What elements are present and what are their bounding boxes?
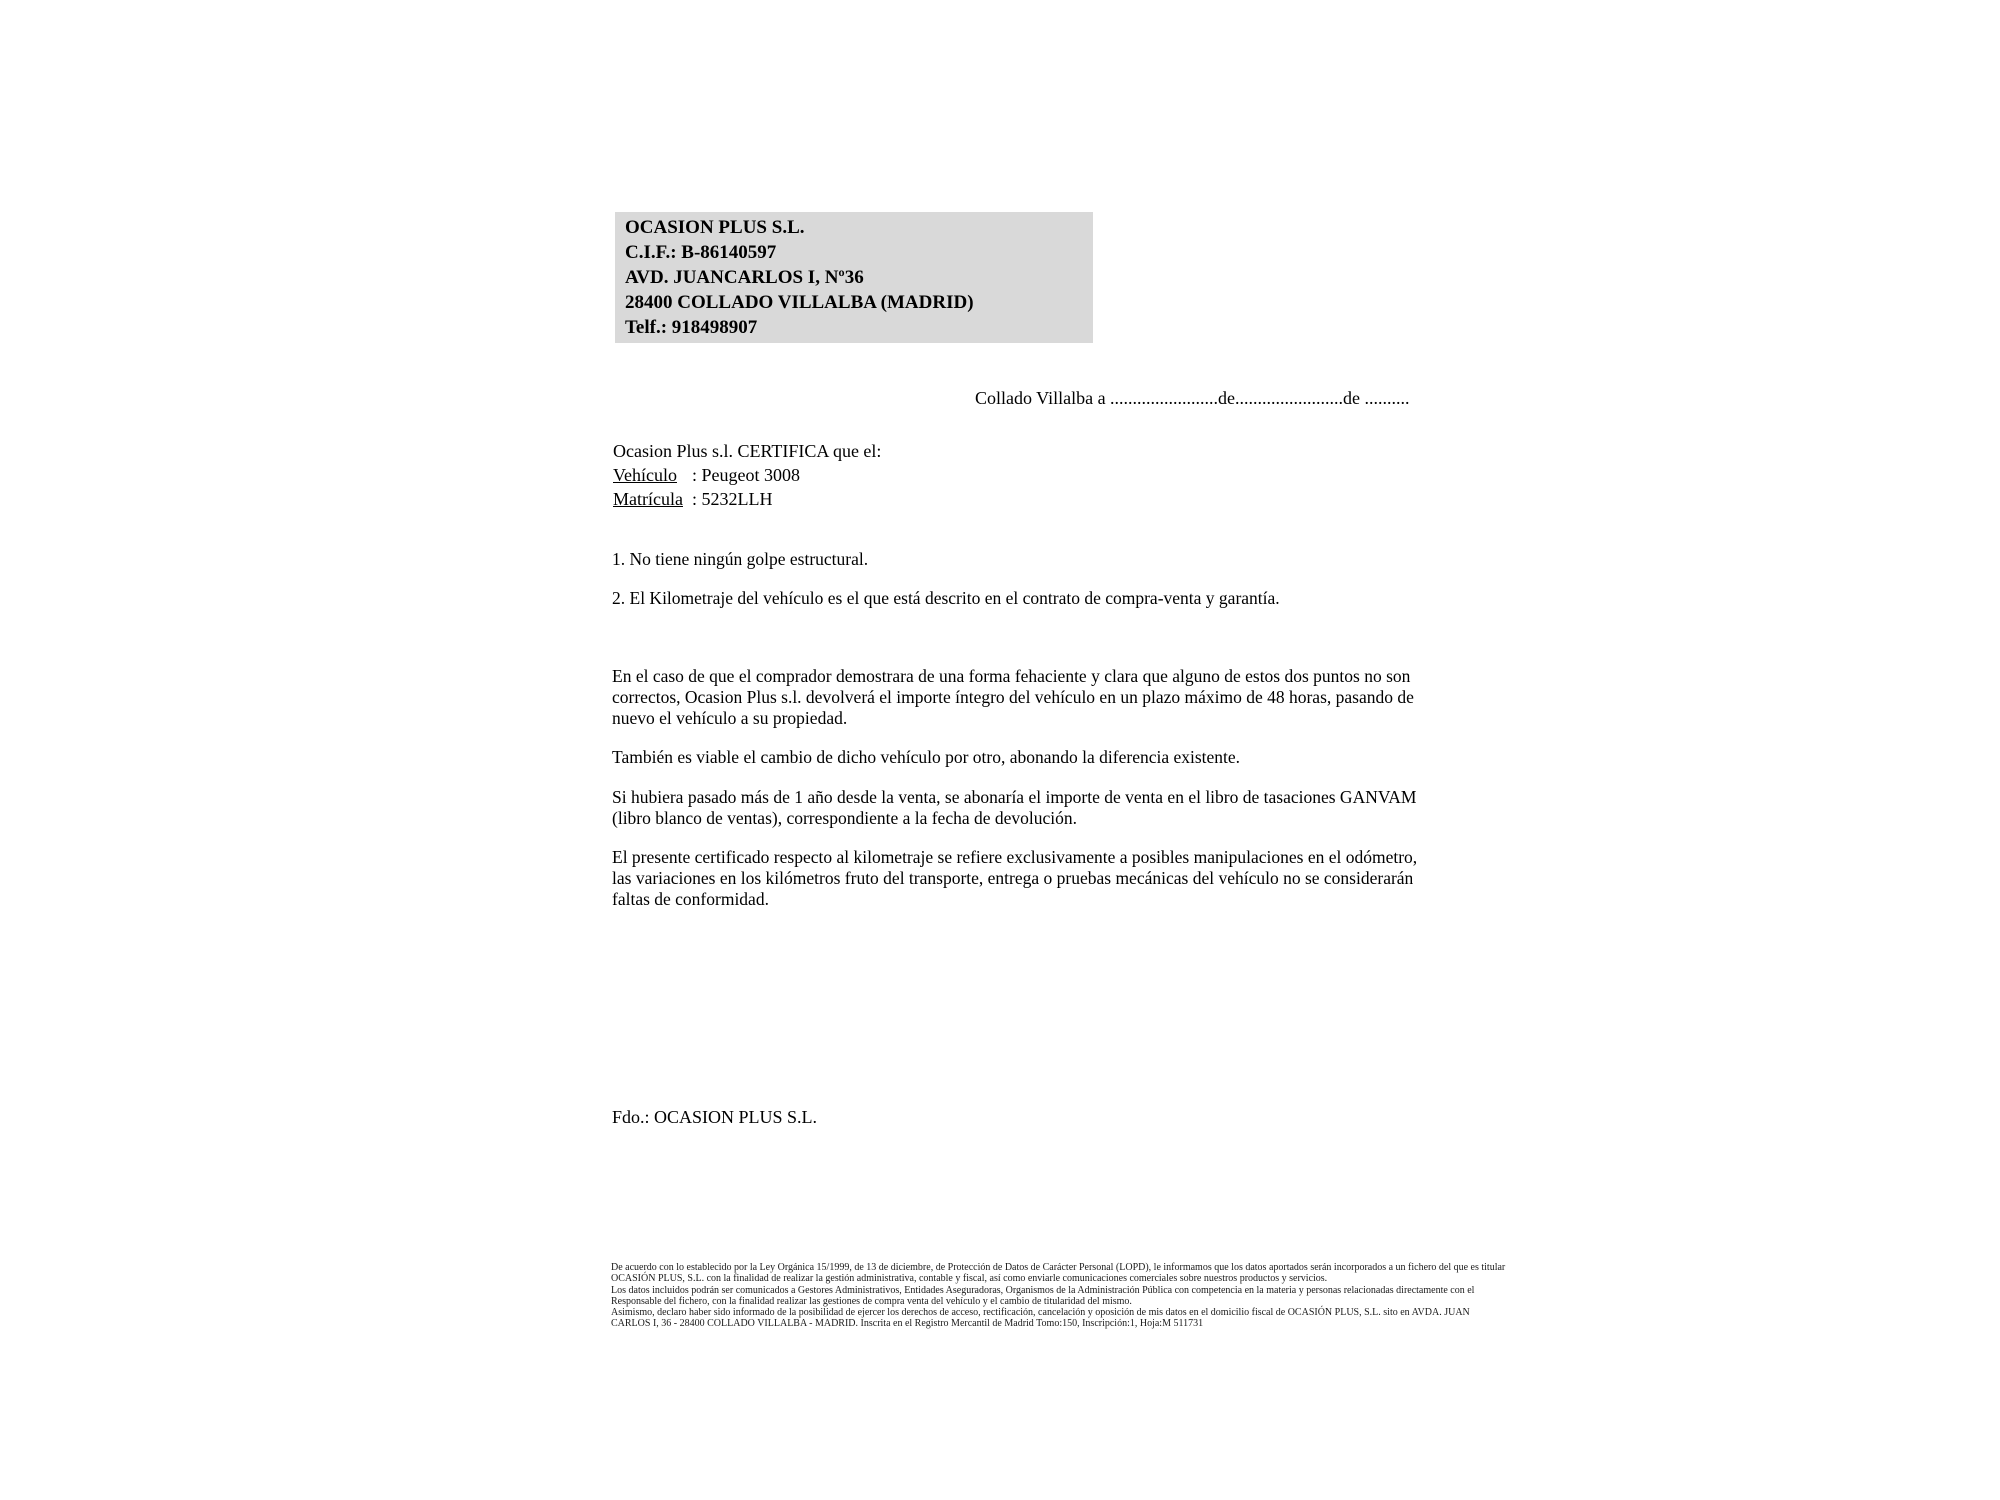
legal-line: CARLOS I, 36 - 28400 COLLADO VILLALBA - MADRID. Inscrita en el Registro Mercantil de Madrid Tomo:150, Inscripción:1, Hoja:M 511731 [611,1318,1204,1330]
paragraph-exchange-clause: También es viable el cambio de dicho vehículo por otro, abonando la diferencia existente. [612,747,1241,767]
legal-line: Los datos incluidos podrán ser comunicados a Gestores Administrativos, Entidades Aseguradoras, Organismos de la Administración Pública con competencia en la materia y personas relacionadas directamente con el [611,1284,1475,1296]
legal-line: OCASIÓN PLUS, S.L. con la finalidad de realizar la gestión administrativa, contable y fiscal, así como enviarle comunicaciones comerciales sobre nuestros productos y servicios. [611,1273,1328,1285]
certified-point-1: 1. No tiene ningún golpe estructural. [612,549,869,569]
company-name: OCASION PLUS S.L. [625,217,805,238]
vehicle-field [613,463,881,487]
plate-field-value: : 5232LLH [692,489,773,509]
company-header-box [615,212,1093,343]
company-address: AVD. JUANCARLOS I, Nº36 [625,267,864,288]
certified-point-2: 2. El Kilometraje del vehículo es el que está descrito en el contrato de compra-venta y garantía. [612,588,1280,608]
company-cif: C.I.F.: B-86140597 [625,242,777,263]
company-city: 28400 COLLADO VILLALBA (MADRID) [625,292,974,313]
vehicle-field-label: Vehículo [613,465,677,485]
legal-line: Asimismo, declaro haber sido informado de la posibilidad de ejercer los derechos de acceso, rectificación, cancelación y oposición de mis datos en el domicilio fiscal de OCASIÓN PLUS, S.L. sito en AVDA. JUAN [611,1307,1470,1319]
paragraph-odometer-clause: El presente certificado respecto al kilometraje se refiere exclusivamente a posibles manipulaciones en el odómetro, las variaciones en los kilómetros fruto del transporte, entrega o pruebas mecánicas del vehículo no se considerarán faltas de conformidad. [612,847,1418,909]
legal-fine-print [611,1262,1505,1330]
legal-line: De acuerdo con lo establecido por la Ley Orgánica 15/1999, de 13 de diciembre, de Protección de Datos de Carácter Personal (LOPD), le informamos que los datos aportados serán incorporados a un fichero del que es titular [611,1262,1506,1273]
certification-intro: Ocasion Plus s.l. CERTIFICA que el: [613,441,882,461]
certification-block [613,439,881,511]
legal-line: Responsable del fichero, con la finalidad realizar las gestiones de compra venta del vehículo y el cambio de titularidad del mismo. [611,1295,1132,1307]
company-phone: Telf.: 918498907 [625,317,758,338]
plate-field-label: Matrícula [613,489,683,509]
signature-line: Fdo.: OCASION PLUS S.L. [612,1107,818,1127]
paragraph-refund-clause: En el caso de que el comprador demostrara de una forma fehaciente y clara que alguno de estos dos puntos no son correctos, Ocasion Plus s.l. devolverá el importe íntegro del vehículo en un plazo máximo de 48 horas, pasando de nuevo el vehículo a su propiedad. [612,666,1414,728]
plate-field [613,487,881,511]
paragraph-ganvam-clause: Si hubiera pasado más de 1 año desde la venta, se abonaría el importe de venta en el libro de tasaciones GANVAM (libro blanco de ventas), correspondiente a la fecha de devolución. [612,787,1417,828]
date-fill-in-line: Collado Villalba a ........................de........................de .......... [975,388,1410,408]
vehicle-field-value: : Peugeot 3008 [692,465,800,485]
